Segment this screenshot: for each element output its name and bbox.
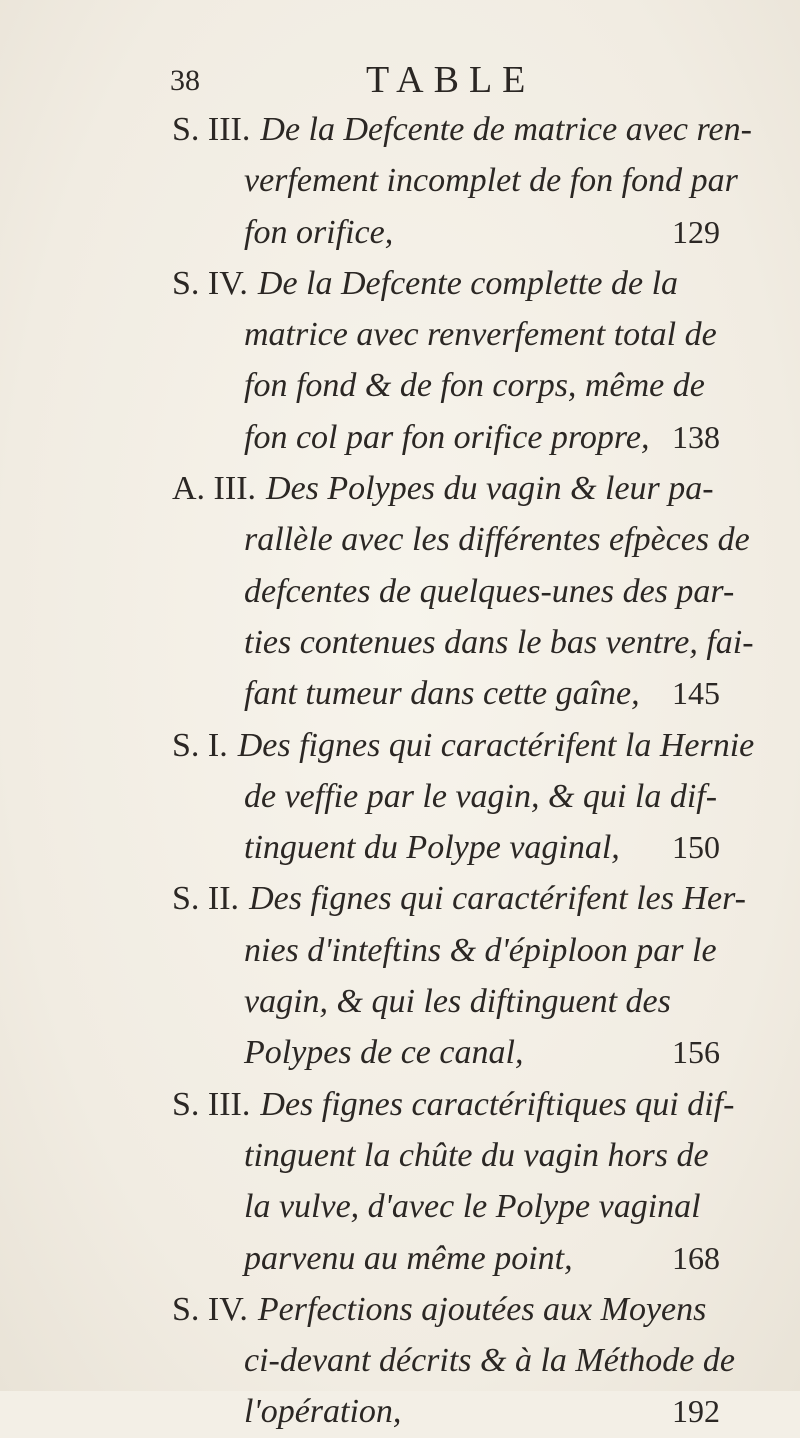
section-label: A. III. [172, 470, 257, 508]
entry-text: Des fignes caractériftiques qui dif- [260, 1085, 735, 1123]
running-title: TABLE [366, 59, 536, 101]
toc-entry-line [0, 1181, 800, 1232]
toc-entry-line [0, 668, 800, 719]
toc-entry-line [0, 720, 800, 771]
entry-page-number: 168 [672, 1239, 720, 1276]
entry-text: fon orifice, [244, 213, 394, 251]
entry-text: l'opération, [244, 1393, 402, 1431]
entry-page-number: 129 [672, 213, 720, 250]
entry-text: Des Polypes du vagin & leur pa- [266, 470, 714, 508]
toc-entry-line [0, 258, 800, 309]
entry-page-number: 145 [672, 675, 720, 712]
entry-text: parvenu au même point, [244, 1239, 573, 1277]
entry-text: rallèle avec les différentes efpèces de [244, 521, 750, 559]
toc-entry-line [0, 1284, 800, 1335]
toc-entry [0, 1079, 800, 1284]
entry-text: De la Defcente de matrice avec ren- [260, 111, 752, 148]
toc-entry-line [0, 1130, 800, 1181]
table-of-contents [0, 104, 800, 1438]
entry-text: nies d'inteftins & d'épiploon par le [244, 931, 717, 969]
section-label: S. IV. [172, 264, 248, 302]
entry-text: defcentes de quelques-unes des par- [244, 572, 735, 610]
section-label: S. II. [172, 880, 240, 918]
entry-text: vagin, & qui les diftinguent des [244, 983, 671, 1021]
entry-text: Des fignes qui caractérifent la Hernie [237, 726, 755, 764]
toc-entry-line [0, 155, 800, 206]
entry-page-number: 150 [672, 829, 720, 866]
toc-entry-line [0, 617, 800, 668]
toc-entry-line [0, 566, 800, 617]
entry-text: Perfections ajoutées aux Moyens [257, 1290, 707, 1328]
toc-entry-line [0, 514, 800, 565]
toc-entry [0, 873, 800, 1078]
entry-text: ties contenues dans le bas ventre, fai- [244, 623, 754, 661]
toc-entry [0, 463, 800, 719]
toc-entry [0, 258, 800, 463]
toc-entry-line [0, 873, 800, 924]
entry-text: Polypes de ce canal, [244, 1034, 524, 1072]
entry-text: tinguent du Polype vaginal, [244, 829, 620, 867]
toc-entry-line [0, 207, 800, 258]
page-number: 38 [170, 64, 200, 97]
toc-entry-line [0, 771, 800, 822]
toc-entry-line [0, 309, 800, 360]
toc-entry [0, 720, 800, 874]
entry-text: fon col par fon orifice propre, [244, 418, 650, 456]
toc-entry-line [0, 822, 800, 873]
entry-text: de veffie par le vagin, & qui la dif- [244, 777, 718, 815]
entry-text: ci-devant décrits & à la Méthode de [244, 1342, 735, 1380]
entry-page-number: 192 [672, 1393, 720, 1430]
entry-page-number: 138 [672, 418, 720, 455]
entry-text: fon fond & de fon corps, même de [244, 367, 705, 405]
entry-text: tinguent la chûte du vagin hors de [244, 1136, 709, 1174]
entry-text: matrice avec renverfement total de [244, 316, 717, 354]
section-label: S. III. [172, 111, 251, 148]
toc-entry-line [0, 360, 800, 411]
toc-entry-line [0, 1386, 800, 1437]
toc-entry-line [0, 1233, 800, 1284]
entry-text: verfement incomplet de fon fond par [244, 162, 738, 200]
toc-entry [0, 1284, 800, 1438]
section-label: S. III. [172, 1085, 251, 1123]
entry-text: Des fignes qui caractérifent les Her- [249, 880, 746, 918]
entry-text: De la Defcente complette de la [257, 264, 679, 302]
toc-entry-line [0, 1027, 800, 1078]
toc-entry-line [0, 1335, 800, 1386]
toc-entry-line [0, 412, 800, 463]
section-label: S. I. [172, 726, 228, 764]
toc-entry-line [0, 104, 800, 155]
toc-entry-line [0, 925, 800, 976]
entry-text: fant tumeur dans cette gaîne, [244, 675, 640, 713]
section-label: S. IV. [172, 1290, 248, 1328]
toc-entry-line [0, 463, 800, 514]
toc-entry [0, 104, 800, 258]
toc-entry-line [0, 1079, 800, 1130]
entry-page-number: 156 [672, 1034, 720, 1071]
page-header [0, 58, 800, 102]
toc-entry-line [0, 976, 800, 1027]
entry-text: la vulve, d'avec le Polype vaginal [244, 1188, 701, 1226]
